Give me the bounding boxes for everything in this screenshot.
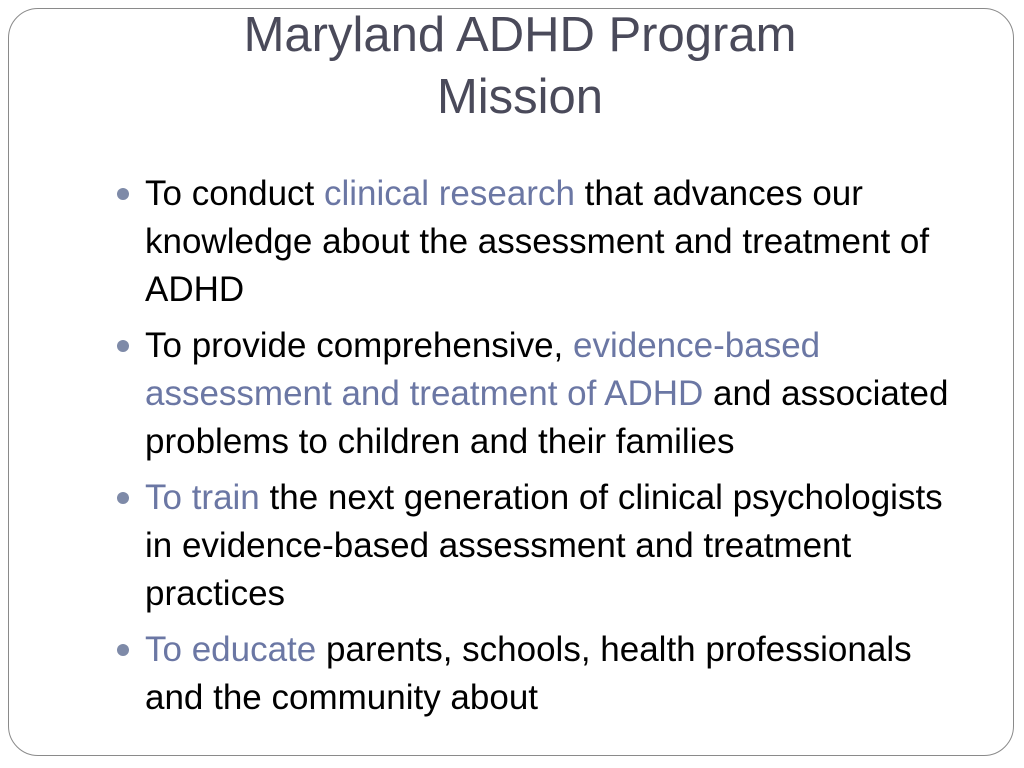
bullet-text-highlight: evidence-based assessment and treatment of ADHD xyxy=(145,326,821,413)
bullet-item-educate xyxy=(116,626,966,722)
bullet-dot-icon xyxy=(117,188,129,200)
bullet-item-treatment xyxy=(116,322,966,466)
bullet-text-post: and associated problems to children and their families xyxy=(145,374,949,461)
bullet-text-highlight: To train xyxy=(145,478,260,517)
bullet-text-pre: To provide comprehensive, xyxy=(145,326,573,365)
bullet-text-pre: To conduct xyxy=(145,174,324,213)
bullet-item-train xyxy=(116,474,966,618)
bullet-text-post: parents, schools, health professionals and the community about xyxy=(145,630,912,717)
slide-title-line-2: Mission xyxy=(436,70,604,124)
bullet-text-highlight: clinical research xyxy=(324,174,575,213)
mission-bullet-list xyxy=(116,170,966,730)
bullet-text-post: that advances our knowledge about the assessment and treatment of ADHD xyxy=(145,174,930,309)
bullet-text-highlight: To educate xyxy=(145,630,317,669)
bullet-dot-icon xyxy=(117,340,129,352)
bullet-item-research xyxy=(116,170,966,314)
slide-title-line-1: Maryland ADHD Program xyxy=(243,8,797,62)
slide-title xyxy=(0,4,1024,128)
bullet-text-post: the next generation of clinical psychologists in evidence-based assessment and treatment practices xyxy=(145,478,943,613)
bullet-dot-icon xyxy=(117,644,129,656)
bullet-dot-icon xyxy=(117,492,129,504)
